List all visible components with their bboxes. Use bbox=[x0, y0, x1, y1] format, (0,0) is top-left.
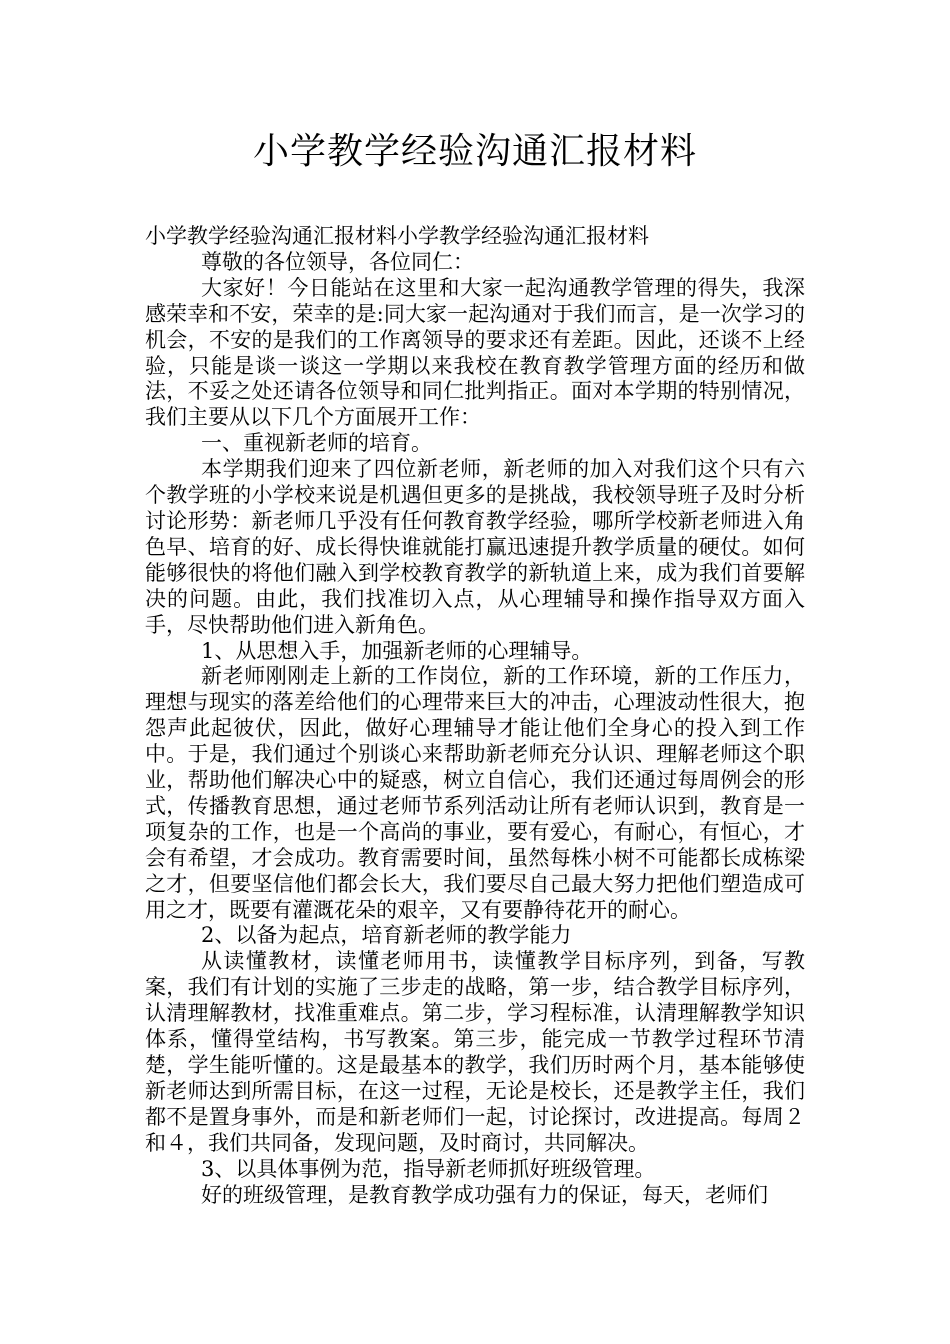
document-body bbox=[145, 224, 805, 1208]
section-heading-1: 一、重视新老师的培育。 bbox=[201, 431, 432, 456]
paragraph-teaching-ability: 从读懂教材，读懂老师用书，读懂教学目标序列，到备，写教案，我们有计划的实施了三步走的战略，第一步，结合教学目标序列，认清理解教材，找准重难点。第二步，学习程标准，认清理解教学知识体系，懂得堂结构，书写教案。第三步，能完成一节教学过程环节清楚，学生能听懂的。这是最基本的教学，我们历时两个月，基本能够使新老师达到所需目标，在这一过程，无论是校长，还是教学主任，我们都不是置身事外，而是和新老师们一起，讨论探讨，改进提高。每周２和４，我们共同备，发现问题，及时商讨，共同解决。 bbox=[145, 949, 805, 1155]
paragraph-intro: 大家好！今日能站在这里和大家一起沟通教学管理的得失，我深感荣幸和不安，荣幸的是:同大家一起沟通对于我们而言，是一次学习的机会，不安的是我们的工作离领导的要求还有差距。因此，还谈不上经验，只能是谈一谈这一学期以来我校在教育教学管理方面的经历和做法，不妥之处还请各位领导和同仁批判指正。面对本学期的特别情况，我们主要从以下几个方面展开工作： bbox=[145, 275, 805, 430]
subsection-heading-2: 2、以备为起点，培育新老师的教学能力 bbox=[201, 923, 572, 948]
subsection-heading-3: 3、以具体事例为范，指导新老师抓好班级管理。 bbox=[201, 1156, 656, 1181]
subsection-heading-1: 1、从思想入手，加强新老师的心理辅导。 bbox=[201, 638, 593, 663]
paragraph-class-management: 好的班级管理，是教育教学成功强有力的保证，每天，老师们 bbox=[201, 1182, 768, 1207]
paragraph-new-teachers: 本学期我们迎来了四位新老师，新老师的加入对我们这个只有六个教学班的小学校来说是机遇但更多的是挑战，我校领导班子及时分析讨论形势：新老师几乎没有任何教育教学经验，哪所学校新老师进入角色早、培育的好、成长得快谁就能打赢迅速提升教学质量的硬仗。如何能够很快的将他们融入到学校教育教学的新轨道上来，成为我们首要解决的问题。由此，我们找准切入点，从心理辅导和操作指导双方面入手，尽快帮助他们进入新角色。 bbox=[145, 457, 805, 637]
paragraph-heading-repeat: 小学教学经验沟通汇报材料小学教学经验沟通汇报材料 bbox=[145, 224, 649, 248]
paragraph-salutation: 尊敬的各位领导，各位同仁： bbox=[201, 249, 474, 274]
paragraph-psychological-guidance: 新老师刚刚走上新的工作岗位，新的工作环境，新的工作压力，理想与现实的落差给他们的心理带来巨大的冲击，心理波动性很大，抱怨声此起彼伏，因此，做好心理辅导才能让他们全身心的投入到工作中。于是，我们通过个别谈心来帮助新老师充分认识、理解老师这个职业，帮助他们解决心中的疑惑，树立自信心，我们还通过每周例会的形式，传播教育思想，通过老师节系列活动让所有老师认识到，教育是一项复杂的工作，也是一个高尚的事业，要有爱心，有耐心，有恒心，才会有希望，才会成功。教育需要时间，虽然每株小树不可能都长成栋梁之才，但要坚信他们都会长大，我们要尽自己最大努力把他们塑造成可用之才，既要有灌溉花朵的艰辛，又有要静待花开的耐心。 bbox=[145, 664, 805, 922]
document-title: 小学教学经验沟通汇报材料 bbox=[252, 131, 697, 172]
